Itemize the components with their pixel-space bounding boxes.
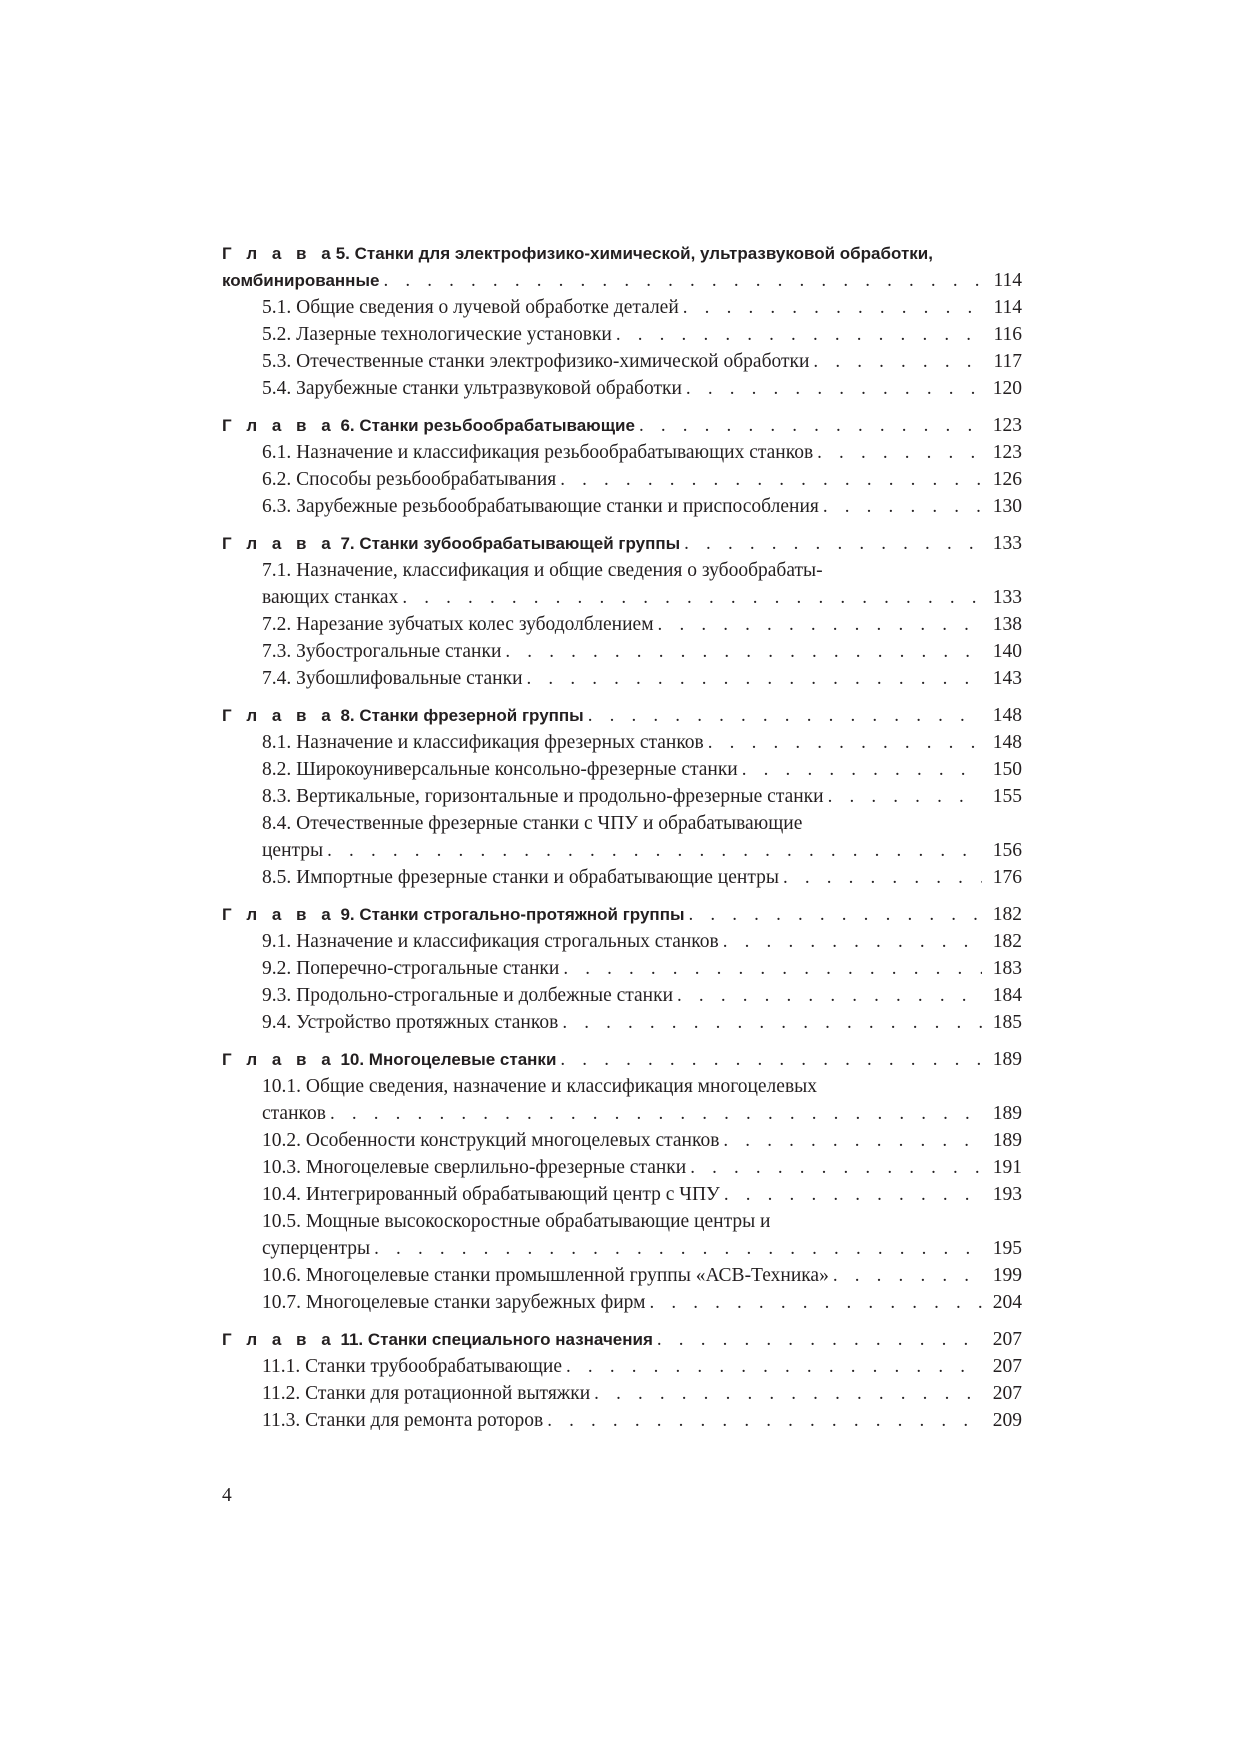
toc-section — [222, 729, 1022, 756]
chapter-title — [222, 1046, 556, 1073]
leader-dots — [547, 1407, 982, 1434]
section-title: суперцентры — [262, 1238, 371, 1259]
toc-section — [222, 466, 1022, 493]
section-page: 133 — [992, 587, 1022, 608]
chapter-page: 182 — [992, 904, 1022, 925]
section-entry-line — [262, 665, 1022, 692]
toc-chapter — [222, 240, 1022, 402]
toc-chapter — [222, 1326, 1022, 1434]
chapter-prefix: Г л а в а — [222, 534, 336, 553]
table-of-contents — [222, 240, 1022, 1434]
section-title: 8.5. Импортные фрезерные станки и обрабатывающие центры — [262, 867, 779, 888]
toc-chapter — [222, 702, 1022, 891]
section-page: 143 — [992, 668, 1022, 689]
chapter-heading — [222, 702, 1022, 729]
section-page: 209 — [992, 1410, 1022, 1431]
section-entry-line — [262, 1353, 1022, 1380]
chapter-heading-line — [222, 530, 1022, 557]
toc-section — [222, 493, 1022, 520]
leader-dots — [813, 348, 982, 375]
section-title: 9.1. Назначение и классификация строгальных станков — [262, 931, 719, 952]
section-title: 11.1. Станки трубообрабатывающие — [262, 1356, 563, 1377]
section-title-line: 10.1. Общие сведения, назначение и классификация многоцелевых — [262, 1076, 817, 1097]
section-title: 5.2. Лазерные технологические установки — [262, 324, 612, 345]
section-title: 6.3. Зарубежные резьбообрабатывающие станки и приспособления — [262, 496, 819, 517]
section-page: 140 — [992, 641, 1022, 662]
section-page: 138 — [992, 614, 1022, 635]
section-page: 123 — [992, 442, 1022, 463]
leader-dots — [327, 837, 982, 864]
toc-section — [222, 810, 1022, 864]
toc-section — [222, 611, 1022, 638]
toc-section — [222, 1407, 1022, 1434]
chapter-heading — [222, 901, 1022, 928]
leader-dots — [649, 1289, 982, 1316]
chapter-heading-line — [222, 240, 1022, 267]
section-page: 120 — [992, 378, 1022, 399]
chapter-title — [222, 1326, 653, 1353]
toc-section — [222, 1009, 1022, 1036]
section-entry-line — [262, 783, 1022, 810]
chapter-heading-line — [222, 1046, 1022, 1073]
section-entry-line — [262, 1235, 1022, 1262]
leader-dots — [383, 267, 982, 294]
leader-dots — [688, 901, 982, 928]
leader-dots — [684, 530, 982, 557]
leader-dots — [588, 702, 982, 729]
toc-section — [222, 1127, 1022, 1154]
section-page: 189 — [992, 1130, 1022, 1151]
toc-section — [222, 557, 1022, 611]
toc-section — [222, 321, 1022, 348]
chapter-page: 207 — [992, 1329, 1022, 1350]
toc-section — [222, 1289, 1022, 1316]
chapter-title — [222, 702, 584, 729]
chapter-page: 148 — [992, 705, 1022, 726]
leader-dots — [677, 982, 982, 1009]
toc-section — [222, 348, 1022, 375]
chapter-heading-line — [222, 901, 1022, 928]
chapter-heading-line — [222, 1326, 1022, 1353]
toc-chapter — [222, 901, 1022, 1036]
section-entry-line — [262, 1262, 1022, 1289]
section-page: 148 — [992, 732, 1022, 753]
section-page: 150 — [992, 759, 1022, 780]
chapter-heading — [222, 412, 1022, 439]
section-page: 204 — [992, 1292, 1022, 1313]
toc-chapter — [222, 1046, 1022, 1316]
section-entry-line — [262, 1127, 1022, 1154]
section-entry-line — [262, 837, 1022, 864]
toc-section — [222, 1073, 1022, 1127]
leader-dots — [690, 1154, 982, 1181]
chapter-title-text: 8. Станки фрезерной группы — [340, 706, 584, 725]
section-entry-line — [262, 493, 1022, 520]
section-entry-line — [262, 729, 1022, 756]
section-entry-line — [262, 1181, 1022, 1208]
leader-dots — [560, 466, 982, 493]
chapter-prefix: Г л а в а — [222, 244, 336, 263]
toc-section — [222, 982, 1022, 1009]
section-entry-line — [262, 348, 1022, 375]
section-entry-line — [262, 294, 1022, 321]
page-number: 4 — [222, 1485, 232, 1506]
leader-dots — [560, 1046, 982, 1073]
section-page: 155 — [992, 786, 1022, 807]
leader-dots — [616, 321, 982, 348]
section-entry-line — [262, 611, 1022, 638]
leader-dots — [823, 493, 982, 520]
section-page: 116 — [993, 324, 1022, 345]
chapter-heading-line — [222, 702, 1022, 729]
section-entry-line — [262, 982, 1022, 1009]
section-title: станков — [262, 1103, 326, 1124]
section-page: 207 — [992, 1383, 1022, 1404]
leader-dots — [686, 375, 982, 402]
section-entry-line — [262, 1407, 1022, 1434]
toc-section — [222, 1154, 1022, 1181]
chapter-page: 114 — [993, 270, 1022, 291]
leader-dots — [639, 412, 982, 439]
chapter-title-first: 5. Станки для электрофизико-химической, ультразвуковой обработки, — [335, 244, 933, 263]
section-entry-line — [262, 1380, 1022, 1407]
section-page: 117 — [993, 351, 1022, 372]
section-title: 10.7. Многоцелевые станки зарубежных фирм — [262, 1292, 646, 1313]
leader-dots — [505, 638, 982, 665]
section-entry-line — [262, 864, 1022, 891]
chapter-prefix: Г л а в а — [222, 706, 336, 725]
chapter-heading — [222, 530, 1022, 557]
section-page: 195 — [992, 1238, 1022, 1259]
section-page: 182 — [992, 931, 1022, 952]
section-title: 10.4. Интегрированный обрабатывающий центр с ЧПУ — [262, 1184, 720, 1205]
chapter-prefix: Г л а в а — [222, 905, 336, 924]
section-entry-line — [262, 1100, 1022, 1127]
toc-section — [222, 1353, 1022, 1380]
section-entry-line — [262, 928, 1022, 955]
section-title-line: 7.1. Назначение, классификация и общие сведения о зубообрабаты- — [262, 560, 823, 581]
toc-section — [222, 928, 1022, 955]
toc-section — [222, 756, 1022, 783]
section-title: 11.2. Станки для ротационной вытяжки — [262, 1383, 591, 1404]
leader-dots — [783, 864, 982, 891]
section-entry-line — [262, 1154, 1022, 1181]
section-title: 6.1. Назначение и классификация резьбообрабатывающих станков — [262, 442, 814, 463]
toc-section — [222, 439, 1022, 466]
chapter-heading-line — [222, 412, 1022, 439]
chapter-title-text: 11. Станки специального назначения — [340, 1330, 653, 1349]
section-page: 126 — [992, 469, 1022, 490]
section-page: 184 — [992, 985, 1022, 1006]
toc-section — [222, 638, 1022, 665]
section-entry-line — [262, 466, 1022, 493]
section-entry-line — [262, 756, 1022, 783]
section-title: 10.3. Многоцелевые сверлильно-фрезерные станки — [262, 1157, 687, 1178]
chapter-prefix: Г л а в а — [222, 1330, 336, 1349]
section-title: 8.3. Вертикальные, горизонтальные и продольно-фрезерные станки — [262, 786, 824, 807]
chapter-title-text: 7. Станки зубообрабатывающей группы — [340, 534, 681, 553]
section-entry-line — [262, 321, 1022, 348]
chapter-prefix: Г л а в а — [222, 1050, 336, 1069]
section-page: 114 — [993, 297, 1022, 318]
section-page: 156 — [992, 840, 1022, 861]
chapter-title-text: 6. Станки резьбообрабатывающие — [340, 416, 635, 435]
toc-section — [222, 665, 1022, 692]
leader-dots — [527, 665, 982, 692]
section-title: 7.2. Нарезание зубчатых колес зубодолблением — [262, 614, 654, 635]
section-title: 8.2. Широкоуниверсальные консольно-фрезерные станки — [262, 759, 738, 780]
section-title: 7.4. Зубошлифовальные станки — [262, 668, 523, 689]
section-title-line: 8.4. Отечественные фрезерные станки с ЧПУ и обрабатывающие — [262, 813, 803, 834]
section-title: 5.1. Общие сведения о лучевой обработке деталей — [262, 297, 679, 318]
chapter-title — [222, 530, 680, 557]
toc-section — [222, 1262, 1022, 1289]
section-entry-line — [262, 375, 1022, 402]
chapter-page: 133 — [992, 533, 1022, 554]
section-page: 189 — [992, 1103, 1022, 1124]
section-entry-line — [262, 638, 1022, 665]
section-page: 183 — [992, 958, 1022, 979]
section-entry-line — [262, 584, 1022, 611]
leader-dots — [562, 1009, 982, 1036]
section-page: 130 — [992, 496, 1022, 517]
toc-section — [222, 955, 1022, 982]
section-title: 6.2. Способы резьбообрабатывания — [262, 469, 557, 490]
section-title: 9.3. Продольно-строгальные и долбежные станки — [262, 985, 674, 1006]
chapter-title — [222, 901, 684, 928]
toc-section — [222, 294, 1022, 321]
section-title: 11.3. Станки для ремонта роторов — [262, 1410, 544, 1431]
leader-dots — [683, 294, 982, 321]
section-title: 9.2. Поперечно-строгальные станки — [262, 958, 560, 979]
section-title-line: 10.5. Мощные высокоскоростные обрабатывающие центры и — [262, 1211, 771, 1232]
chapter-page: 123 — [992, 415, 1022, 436]
section-title: 8.1. Назначение и классификация фрезерных станков — [262, 732, 704, 753]
toc-section — [222, 1208, 1022, 1262]
leader-dots — [833, 1262, 982, 1289]
leader-dots — [723, 928, 982, 955]
toc-section — [222, 864, 1022, 891]
section-entry-line — [262, 955, 1022, 982]
leader-dots — [828, 783, 982, 810]
toc-section — [222, 375, 1022, 402]
leader-dots — [742, 756, 982, 783]
leader-dots — [566, 1353, 982, 1380]
chapter-title-text: 10. Многоцелевые станки — [340, 1050, 557, 1069]
toc-section — [222, 1181, 1022, 1208]
section-title: центры — [262, 840, 324, 861]
leader-dots — [724, 1181, 982, 1208]
leader-dots — [594, 1380, 982, 1407]
section-title: 10.2. Особенности конструкций многоцелевых станков — [262, 1130, 720, 1151]
section-page: 176 — [992, 867, 1022, 888]
section-entry-line — [262, 1009, 1022, 1036]
section-page: 207 — [992, 1356, 1022, 1377]
leader-dots — [374, 1235, 982, 1262]
section-page: 185 — [992, 1012, 1022, 1033]
chapter-heading-line — [222, 267, 1022, 294]
chapter-title-text: 9. Станки строгально-протяжной группы — [340, 905, 685, 924]
chapter-title — [222, 412, 635, 439]
leader-dots — [658, 611, 982, 638]
section-page: 199 — [992, 1265, 1022, 1286]
toc-chapter — [222, 412, 1022, 520]
leader-dots — [817, 439, 982, 466]
section-title: 7.3. Зубострогальные станки — [262, 641, 502, 662]
chapter-prefix: Г л а в а — [222, 416, 336, 435]
section-page: 191 — [992, 1157, 1022, 1178]
section-title: 5.3. Отечественные станки электрофизико-химической обработки — [262, 351, 810, 372]
leader-dots — [563, 955, 982, 982]
section-page: 193 — [992, 1184, 1022, 1205]
toc-chapter — [222, 530, 1022, 692]
leader-dots — [723, 1127, 982, 1154]
toc-section — [222, 1380, 1022, 1407]
leader-dots — [708, 729, 982, 756]
chapter-heading — [222, 1326, 1022, 1353]
section-title: 9.4. Устройство протяжных станков — [262, 1012, 559, 1033]
section-title: 10.6. Многоцелевые станки промышленной группы «АСВ-Техника» — [262, 1265, 829, 1286]
toc-section — [222, 783, 1022, 810]
chapter-heading — [222, 1046, 1022, 1073]
section-entry-line — [262, 439, 1022, 466]
leader-dots — [657, 1326, 982, 1353]
section-entry-line — [262, 1289, 1022, 1316]
chapter-heading — [222, 240, 1022, 294]
chapter-page: 189 — [992, 1049, 1022, 1070]
chapter-title-last: комбинированные — [222, 271, 380, 290]
leader-dots — [402, 584, 982, 611]
leader-dots — [330, 1100, 982, 1127]
section-title: вающих станках — [262, 587, 399, 608]
section-title: 5.4. Зарубежные станки ультразвуковой обработки — [262, 378, 682, 399]
